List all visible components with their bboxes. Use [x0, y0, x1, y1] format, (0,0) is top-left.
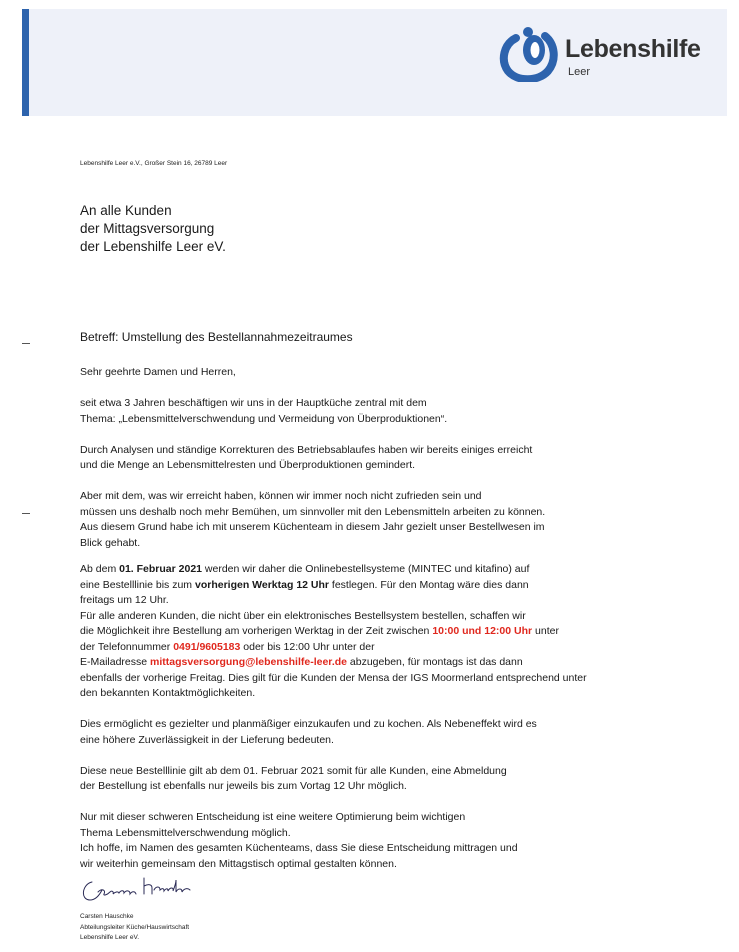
paragraph-line: Dies ermöglicht es gezielter und planmäßiger einzukaufen und zu kochen. Als Nebeneffekt wird es — [80, 718, 537, 730]
paragraph-line: Ich hoffe, im Namen des gesamten Küchenteams, dass Sie diese Entscheidung mittragen und — [80, 842, 518, 854]
paragraph-line: müssen uns deshalb noch mehr Bemühen, um sinnvoller mit den Lebensmitteln arbeiten zu können. — [80, 505, 546, 518]
paragraph-line: ebenfalls der vorherige Freitag. Dies gilt für die Kunden der Mensa der IGS Moormerland entsprechend unter — [80, 671, 587, 684]
paragraph-line: eine Bestelllinie bis zum vorherigen Werktag 12 Uhr festlegen. Für den Montag wäre dies dann — [80, 578, 529, 591]
paragraph-line: Ab dem 01. Februar 2021 werden wir daher die Onlinebestellsysteme (MINTEC und kitafino) auf — [80, 563, 530, 575]
logo-city: Leer — [568, 66, 591, 78]
paragraph-line: Thema Lebensmittelverschwendung möglich. — [80, 826, 291, 839]
salutation: Sehr geehrte Damen und Herren, — [80, 366, 236, 378]
letter-body — [80, 365, 680, 872]
handwritten-signature — [78, 874, 198, 910]
recipient-address — [80, 202, 226, 256]
order-time-window: 10:00 und 12:00 Uhr — [432, 625, 533, 637]
paragraph-line: Durch Analysen und ständige Korrekturen des Betriebsablaufes haben wir bereits einiges erreicht — [80, 443, 533, 456]
paragraph-line: den bekannten Kontaktmöglichkeiten. — [80, 687, 256, 699]
lebenshilfe-logo-icon — [498, 26, 560, 82]
logo-wordmark: Lebenshilfe — [565, 35, 701, 63]
paragraph-line: Aber mit dem, was wir erreicht haben, können wir immer noch nicht zufrieden sein und — [80, 490, 482, 502]
paragraph-line: eine höhere Zuverlässigkeit in der Lieferung bedeuten. — [80, 733, 334, 746]
paragraph-line: Aus diesem Grund habe ich mit unserem Küchenteam in diesem Jahr gezielt unser Bestellwesen im — [80, 521, 545, 533]
address-line: der Lebenshilfe Leer eV. — [80, 239, 226, 254]
sender-address-line: Lebenshilfe Leer e.V., Großer Stein 16, 26789 Leer — [80, 160, 228, 167]
paragraph-line: seit etwa 3 Jahren beschäftigen wir uns in der Hauptküche zentral mit dem — [80, 397, 427, 409]
paragraph-line: Nur mit dieser schweren Entscheidung ist eine weitere Optimierung beim wichtigen — [80, 811, 466, 823]
letterhead-accent-bar — [22, 9, 29, 116]
start-date: 01. Februar 2021 — [119, 563, 202, 575]
paragraph-line: wir weiterhin gemeinsam den Mittagstisch optimal gestalten können. — [80, 857, 397, 870]
phone-number[interactable]: 0491/9605183 — [173, 640, 241, 653]
signer-title: Abteilungsleiter Küche/Hauswirtschaft — [80, 923, 190, 931]
paragraph-line: der Telefonnummer 0491/9605183 oder bis 12:00 Uhr unter der — [80, 640, 375, 653]
paragraph-line: der Bestellung ist ebenfalls nur jeweils bis zum Vortag 12 Uhr möglich. — [80, 780, 407, 792]
signer-organization: Lebenshilfe Leer eV. — [80, 934, 140, 941]
subject-line: Betreff: Umstellung des Bestellannahmezeitraumes — [80, 330, 353, 344]
paragraph-line: und die Menge an Lebensmittelresten und Überproduktionen gemindert. — [80, 459, 416, 471]
fold-mark — [22, 343, 30, 344]
paragraph-line: Für alle anderen Kunden, die nicht über ein elektronisches Bestellsystem bestellen, schaffen wir — [80, 609, 526, 622]
paragraph-line: Blick gehabt. — [80, 536, 141, 549]
lebenshilfe-logo — [498, 26, 718, 86]
signature-block — [80, 912, 189, 944]
paragraph-line: Thema: „Lebensmittelverschwendung und Vermeidung von Überproduktionen“. — [80, 412, 448, 425]
signer-name: Carsten Hauschke — [80, 913, 134, 920]
deadline-text: vorherigen Werktag 12 Uhr — [194, 578, 329, 591]
paragraph-line: die Möglichkeit ihre Bestellung am vorherigen Werktag in der Zeit zwischen 10:00 und 12:00 Uhr unter — [80, 625, 559, 637]
email-address[interactable]: mittagsversorgung@lebenshilfe-leer.de — [150, 656, 347, 668]
fold-mark — [22, 513, 30, 514]
address-line: An alle Kunden — [80, 203, 172, 218]
address-line: der Mittagsversorgung — [80, 221, 215, 236]
paragraph-line: freitags um 12 Uhr. — [80, 594, 169, 606]
paragraph-line: Diese neue Bestelllinie gilt ab dem 01. Februar 2021 somit für alle Kunden, eine Abmeldung — [80, 764, 507, 777]
paragraph-line: E-Mailadresse mittagsversorgung@lebenshilfe-leer.de abzugeben, für montags ist das dann — [80, 656, 523, 668]
